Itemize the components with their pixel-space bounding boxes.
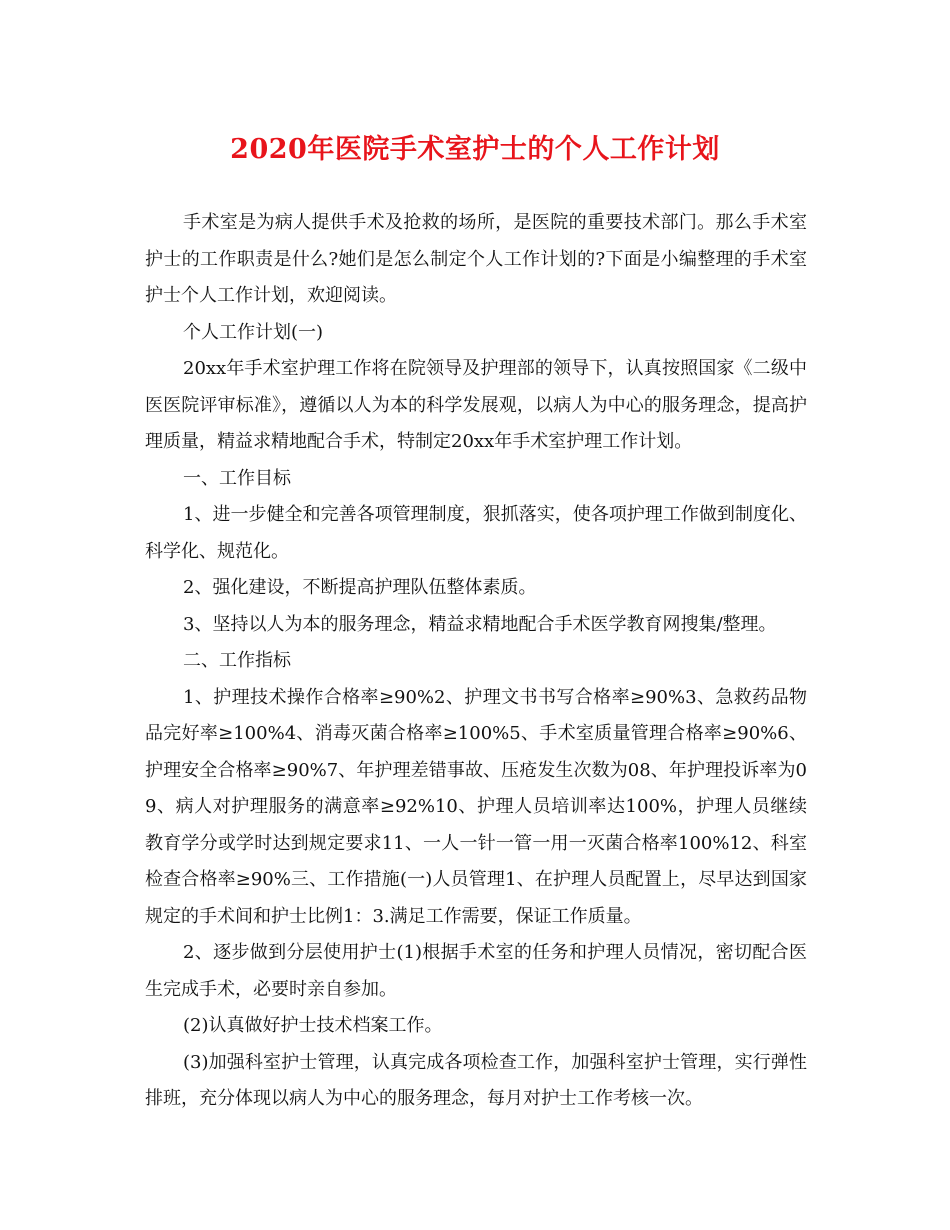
paragraph-nurse-management: (3)加强科室护士管理，认真完成各项检查工作，加强科室护士管理，实行弹性排班，充分体现以病人为中心的服务理念，每月对护士工作考核一次。 — [145, 1051, 807, 1109]
paragraph-goal-3: 3、坚持以人为本的服务理念，精益求精地配合手术医学教育网搜集/整理。 — [183, 613, 777, 635]
paragraph-goal-2: 2、强化建设，不断提高护理队伍整体素质。 — [183, 577, 537, 598]
paragraph-plan-overview: 20xx年手术室护理工作将在院领导及护理部的领导下，认真按照国家《二级中医医院评审标准》，遵循以人为本的科学发展观，以病人为中心的服务理念，提高护理质量，精益求精地配合手术，特制定20xx年手术室护理工作计划。 — [145, 358, 807, 452]
paragraph-section-goals: 一、工作目标 — [183, 467, 291, 489]
paragraph-layered-nurses: 2、逐步做到分层使用护士(1)根据手术室的任务和护理人员情况，密切配合医生完成手术，必要时亲自参加。 — [145, 942, 807, 1000]
document-body — [145, 205, 807, 1118]
paragraph-tech-archive: (2)认真做好护士技术档案工作。 — [183, 1015, 443, 1036]
paragraph-plan-heading: 个人工作计划(一) — [183, 321, 324, 343]
paragraph-indicators-list: 1、护理技术操作合格率≥90%2、护理文书书写合格率≥90%3、急救药品物品完好率≥100%4、消毒灭菌合格率≥100%5、手术室质量管理合格率≥90%6、护理安全合格率≥90%7、年护理差错事故、压疮发生次数为08、年护理投诉率为09、病人对护理服务的满意率≥92%10、护理人员培训率达100%，护理人员继续教育学分或学时达到规定要求11、一人一针一管一用一灭菌合格率100%12、科室检查合格率≥90%三、工作措施(一)人员管理1、在护理人员配置上，尽早达到国家规定的手术间和护士比例1：3.满足工作需要，保证工作质量。 — [145, 686, 807, 927]
paragraph-goal-1: 1、进一步健全和完善各项管理制度，狠抓落实，使各项护理工作做到制度化、科学化、规范化。 — [145, 504, 807, 562]
paragraph-section-indicators: 二、工作指标 — [183, 650, 291, 671]
paragraph-intro: 手术室是为病人提供手术及抢救的场所，是医院的重要技术部门。那么手术室护士的工作职责是什么?她们是怎么制定个人工作计划的?下面是小编整理的手术室护士个人工作计划，欢迎阅读。 — [145, 212, 807, 306]
document-title: 2020年医院手术室护士的个人工作计划 — [230, 134, 720, 165]
